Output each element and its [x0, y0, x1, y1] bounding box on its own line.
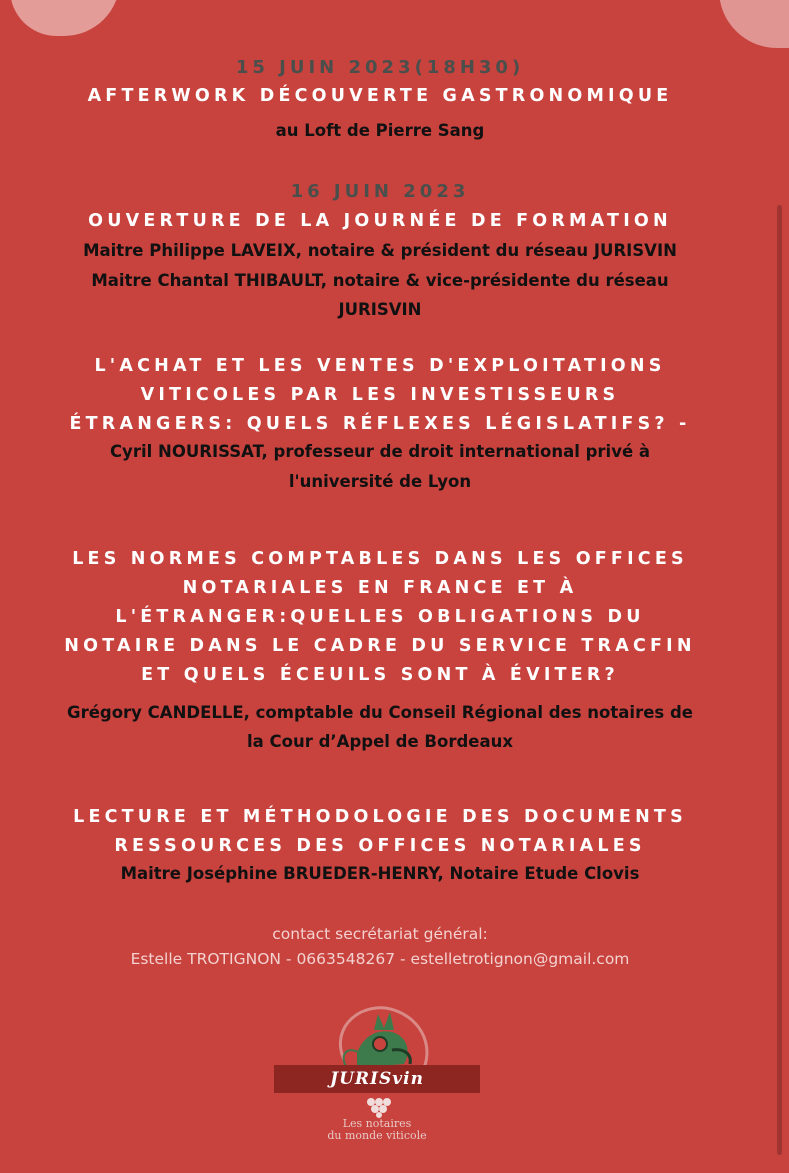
talk1-title-line1: L'ACHAT ET LES VENTES D'EXPLOITATIONS: [94, 356, 666, 376]
talk2-title-line3: L'ÉTRANGER:QUELLES OBLIGATIONS DU: [115, 607, 645, 627]
decorative-blob-top-left: [10, 0, 120, 36]
talk2-speaker-line2: la Cour d’Appel de Bordeaux: [247, 732, 513, 751]
talk3-speaker: Maitre Joséphine BRUEDER-HENRY, Notaire Etude Clovis: [120, 864, 640, 883]
logo-tagline-line2: du monde viticole: [327, 1129, 427, 1142]
contact-label: contact secrétariat général:: [272, 925, 488, 943]
logo-tagline-line1: Les notaires: [342, 1117, 412, 1130]
contact-details[interactable]: Estelle TROTIGNON - 0663548267 - estelletrotignon@gmail.com: [130, 950, 630, 968]
talk1-title-line3: ÉTRANGERS: QUELS RÉFLEXES LÉGISLATIFS? -: [69, 414, 691, 434]
scrollbar[interactable]: [777, 205, 782, 1155]
talk2-speaker-line1: Grégory CANDELLE, comptable du Conseil Régional des notaires de: [67, 703, 693, 722]
event1-title: AFTERWORK DÉCOUVERTE GASTRONOMIQUE: [87, 86, 673, 106]
talk2-title-line4: NOTAIRE DANS LE CADRE DU SERVICE TRACFIN: [64, 636, 696, 656]
talk2-title-line2: NOTARIALES EN FRANCE ET À: [182, 578, 578, 598]
jurisvin-logo: [274, 990, 484, 1150]
rooster-vine-icon: [274, 990, 484, 1118]
logo-wordmark: JURISvin: [274, 1065, 480, 1093]
talk1-speaker-line1: Cyril NOURISSAT, professeur de droit international privé à: [109, 442, 651, 461]
talk1-speaker-line2: l'université de Lyon: [288, 472, 472, 491]
logo-tagline: [294, 1118, 460, 1142]
talk2-title-line5: ET QUELS ÉCEUILS SONT À ÉVITER?: [141, 665, 619, 685]
opening-speaker-1: Maitre Philippe LAVEIX, notaire & président du réseau JURISVIN: [83, 241, 677, 260]
opening-title: OUVERTURE DE LA JOURNÉE DE FORMATION: [88, 211, 672, 231]
opening-speaker-2-line2: JURISVIN: [338, 300, 422, 319]
event1-place: au Loft de Pierre Sang: [275, 121, 485, 140]
talk3-title-line1: LECTURE ET MÉTHODOLOGIE DES DOCUMENTS: [73, 807, 687, 827]
talk3-title-line2: RESSOURCES DES OFFICES NOTARIALES: [114, 836, 646, 856]
event2-date: 16 JUIN 2023: [290, 181, 470, 202]
event1-date: 15 JUIN 2023(18H30): [235, 57, 525, 78]
talk2-title-line1: LES NORMES COMPTABLES DANS LES OFFICES: [72, 549, 688, 569]
decorative-blob-top-right: [719, 0, 789, 48]
opening-speaker-2-line1: Maitre Chantal THIBAULT, notaire & vice-présidente du réseau: [91, 271, 669, 290]
talk1-title-line2: VITICOLES PAR LES INVESTISSEURS: [140, 385, 620, 405]
